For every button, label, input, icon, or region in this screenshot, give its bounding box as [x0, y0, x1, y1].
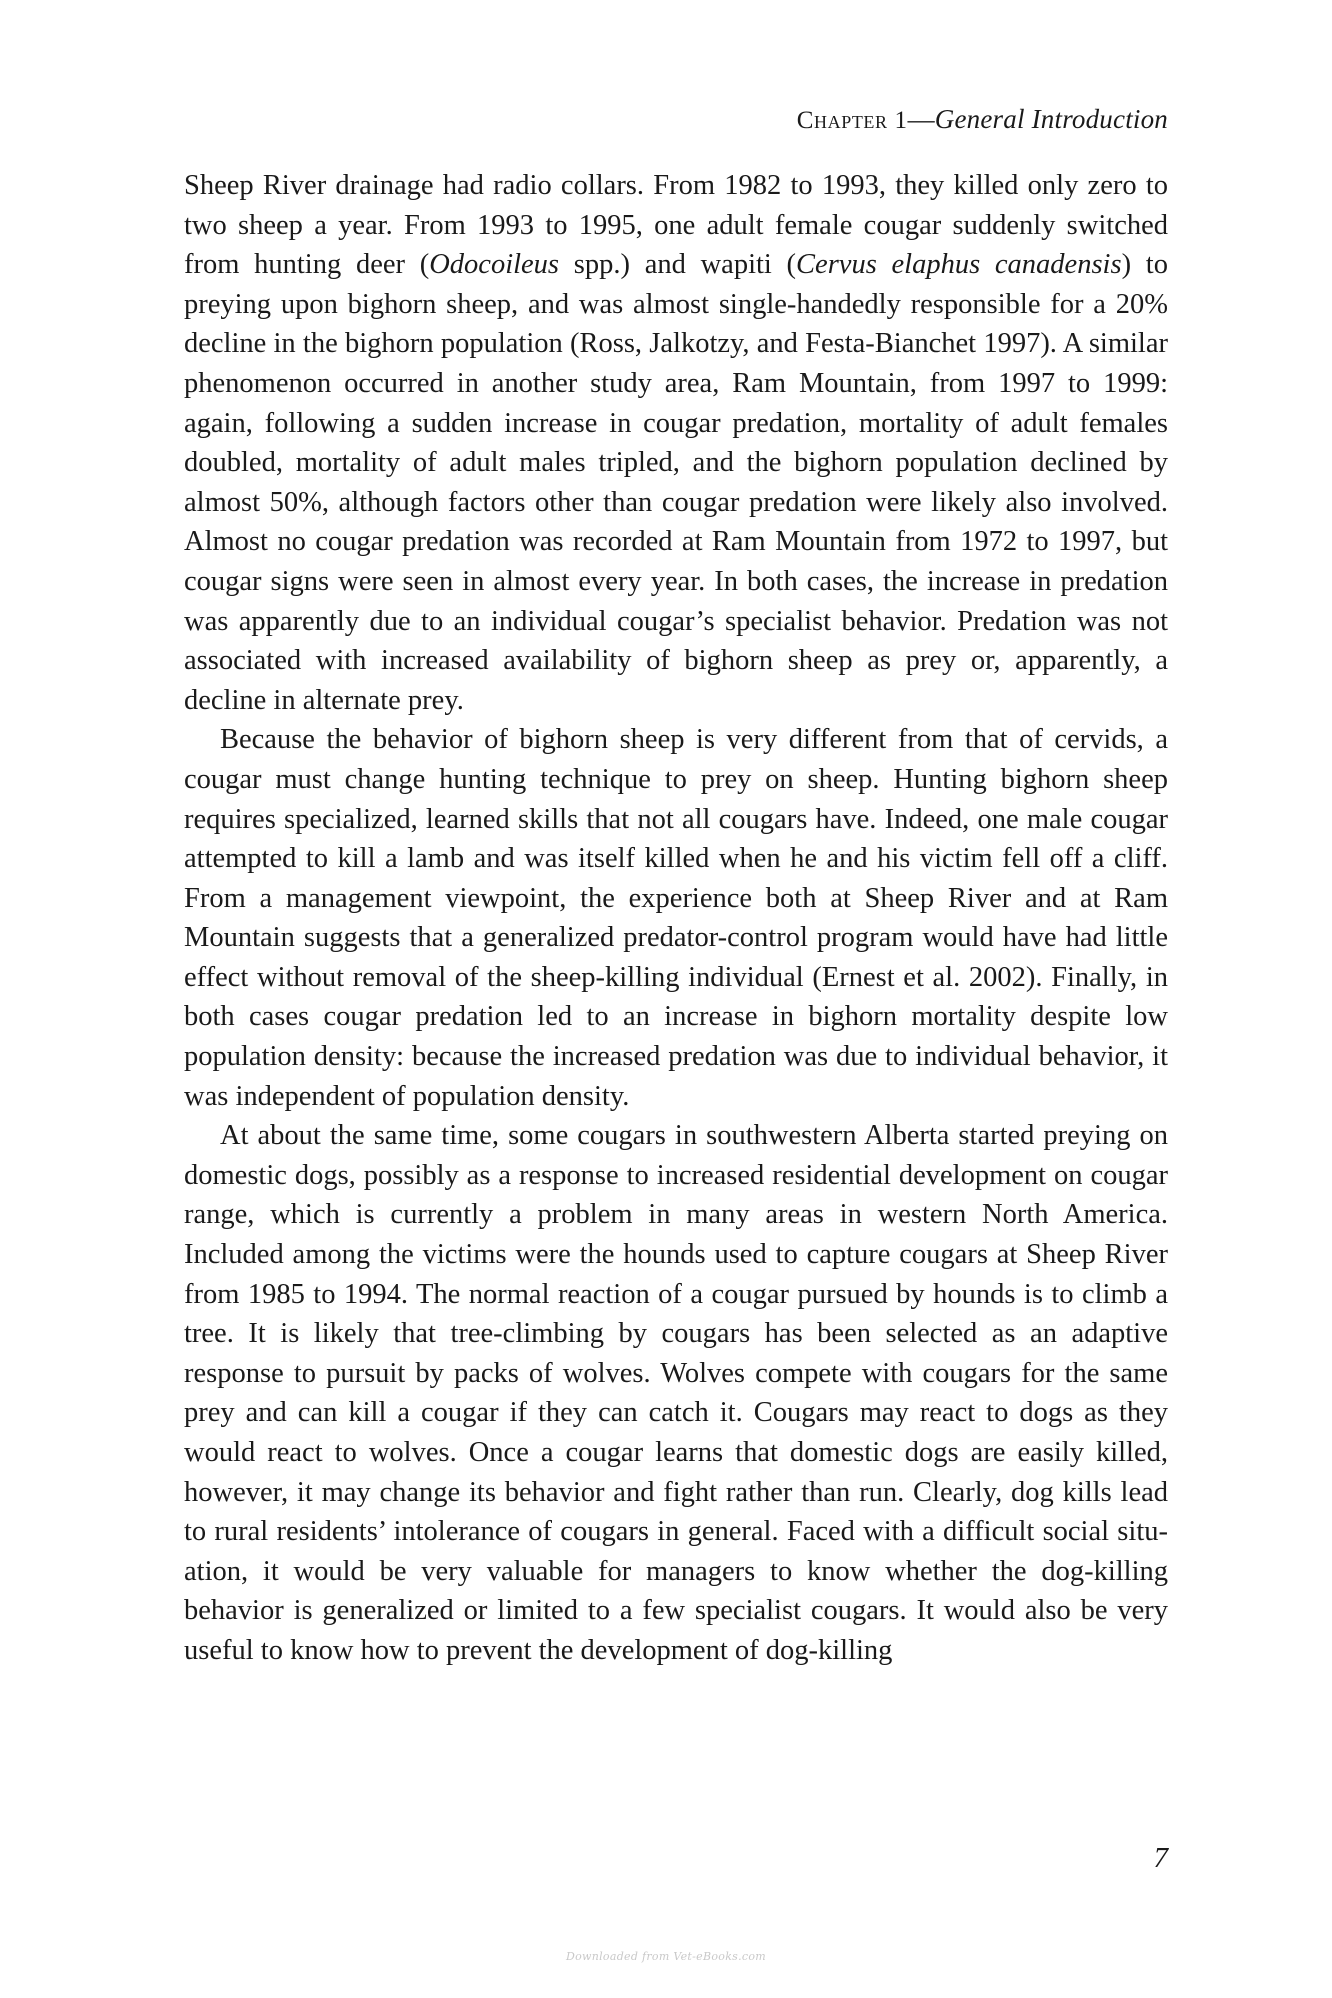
chapter-title: General Introduction	[934, 104, 1168, 134]
text-run: ) to preying upon bighorn sheep, and was almost single-handedly responsible for a 20% decline in the bighorn population (Ross, Jalkotzy, and Festa-Bianchet 1997). A similar phenomenon occurred in another study area, Ram Mountain, from 1997 to 1999: again, following a sudden increase in cougar predation, mortality of adult females doubled, mortality of adult males tripled, and the bighorn population declined by almost 50%, although factors other than cougar predation were likely also involved. Almost no cougar predation was recorded at Ram Mountain from 1972 to 1997, but cougar signs were seen in almost every year. In both cases, the increase in predation was apparently due to an individual cougar’s specialist behavior. Predation was not associated with increased availability of bighorn sheep as prey or, apparently, a decline in alternate prey.	[184, 249, 1168, 716]
chapter-label: Chapter 1	[796, 107, 908, 134]
text-run: Because the behavior of bighorn sheep is very different from that of cervids, a cougar must change hunting technique to prey on sheep. Hunting bighorn sheep requires specialized, learned skills that not all cougars have. Indeed, one male cougar attempted to kill a lamb and was itself killed when he and his victim fell off a cliff. From a management viewpoint, the experience both at Sheep River and at Ram Mountain suggests that a generalized predator-control program would have had little effect without removal of the sheep-killing individual (Ernest et al. 2002). Finally, in both cases cougar predation led to an increase in bighorn mortality despite low population density: because the increased predation was due to individual behavior, it was independent of population density.	[184, 724, 1168, 1112]
paragraph	[184, 166, 1168, 720]
text-run: At about the same time, some cougars in southwestern Alberta started preying on domestic dogs, possibly as a response to increased residential development on cougar range, which is currently a problem in many areas in western North America. Included among the victims were the hounds used to capture cougars at Sheep River from 1985 to 1994. The normal reaction of a cougar pursued by hounds is to climb a tree. It is likely that tree-climbing by cougars has been selected as an adaptive response to pursuit by packs of wolves. Wolves compete with cougars for the same prey and can kill a cougar if they can catch it. Cougars may react to dogs as they would react to wolves. Once a cougar learns that domestic dogs are easily killed, however, it may change its behavior and fight rather than run. Clearly, dog kills lead to rural residents’ intolerance of cougars in general. Faced with a difficult social situation, it would be very valuable for managers to know whether the dog-killing behavior is generalized or limited to a few specialist cougars. It would also be very useful to know how to prevent the development of dog-killing	[184, 1120, 1168, 1666]
running-head	[797, 104, 1168, 135]
text-run: spp.) and wapiti (	[559, 249, 797, 281]
paragraph	[184, 720, 1168, 1116]
watermark: Downloaded from Vet-eBooks.com	[565, 1950, 767, 1963]
body-text	[184, 166, 1168, 1671]
italic-term: Cervus elaphus canadensis	[796, 249, 1122, 281]
paragraph	[184, 1116, 1168, 1670]
italic-term: Odocoileus	[429, 249, 560, 281]
running-head-separator: —	[907, 104, 935, 134]
page-number: 7	[1153, 1842, 1168, 1874]
text-run: Sheep River drainage had radio collars. From 1982 to 1993, they killed only zero to two sheep a year. From 1993 to 1995, one adult female cougar suddenly switched from hunting deer (	[184, 170, 1168, 281]
